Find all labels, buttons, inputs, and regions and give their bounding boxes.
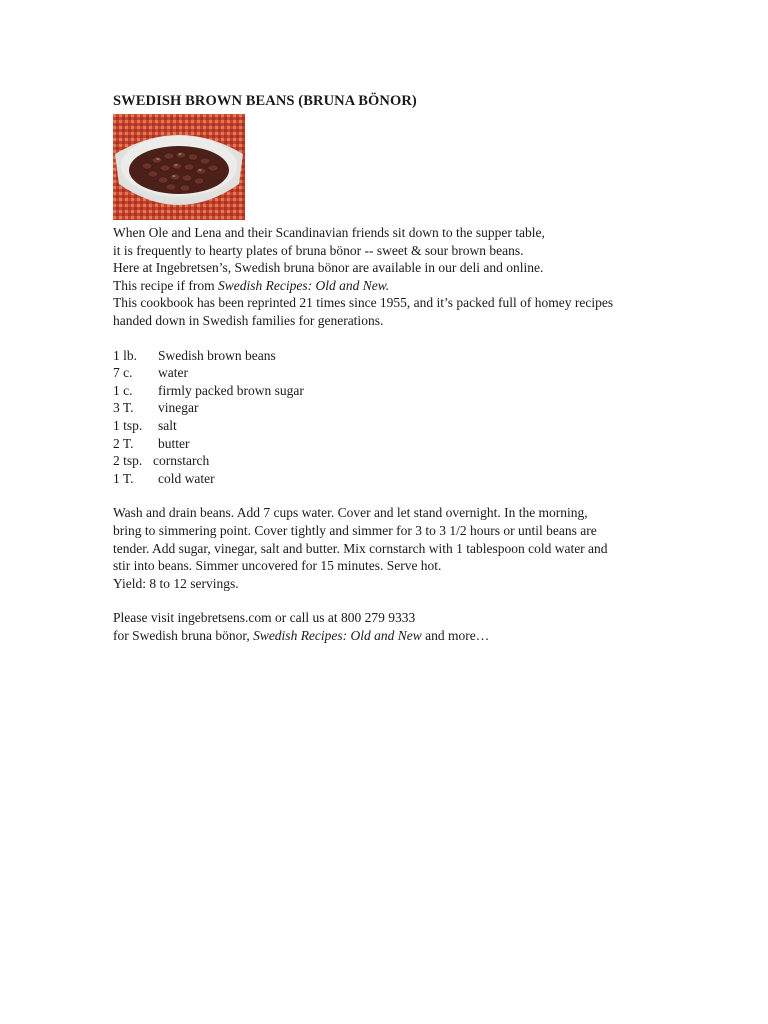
ingredient-qty: 3 T.	[113, 400, 134, 416]
ingredient-row	[113, 347, 673, 365]
ingredient-qty: 2 T.	[113, 435, 134, 451]
contact-prefix: for Swedish bruna bönor,	[113, 627, 254, 643]
ingredient-item: water	[158, 365, 188, 381]
ingredient-item: firmly packed brown sugar	[158, 382, 304, 398]
ingredient-row	[113, 452, 673, 470]
contact-line: Please visit ingebretsens.com or call us at 800 279 9333	[113, 610, 416, 626]
yield-line: Yield: 8 to 12 servings.	[113, 575, 239, 591]
ingredient-qty: 1 tsp.	[113, 417, 143, 433]
contact-line	[113, 627, 673, 645]
ingredient-item: Swedish brown beans	[158, 347, 276, 363]
cookbook-line: handed down in Swedish families for generations.	[113, 312, 384, 328]
ingredient-row	[113, 417, 673, 435]
ingredient-row	[113, 399, 673, 417]
contact-info	[113, 609, 673, 644]
contact-book-title: Swedish Recipes: Old and New	[253, 627, 422, 643]
ingredient-item: butter	[158, 435, 190, 451]
ingredient-qty: 1 T.	[113, 470, 134, 486]
ingredient-row	[113, 470, 673, 488]
ingredient-qty: 2 tsp.	[113, 453, 143, 469]
directions	[113, 504, 673, 592]
intro-line: it is frequently to hearty plates of bruna bönor -- sweet & sour brown beans.	[113, 242, 524, 258]
ingredient-item: salt	[158, 417, 177, 433]
source-book-title: Swedish Recipes: Old and New.	[217, 277, 390, 293]
directions-line: bring to simmering point. Cover tightly and simmer for 3 to 3 1/2 hours or until beans are	[113, 522, 597, 538]
ingredient-item: cornstarch	[153, 453, 210, 469]
ingredient-qty: 7 c.	[113, 365, 133, 381]
contact-suffix: and more…	[421, 627, 490, 643]
bowl-of-beans-photo	[113, 114, 245, 220]
ingredient-row	[113, 364, 673, 382]
ingredient-row	[113, 382, 673, 400]
recipe-document	[113, 92, 673, 644]
ingredients-list	[113, 347, 673, 488]
directions-line: stir into beans. Simmer uncovered for 15 minutes. Serve hot.	[113, 558, 442, 574]
directions-line: tender. Add sugar, vinegar, salt and butter. Mix cornstarch with 1 tablespoon cold water and	[113, 540, 608, 556]
recipe-title: SWEDISH BROWN BEANS (BRUNA BÖNOR)	[113, 93, 417, 109]
ingredient-item: cold water	[158, 470, 215, 486]
source-line	[113, 277, 673, 295]
ingredient-item: vinegar	[158, 400, 199, 416]
intro-line: Here at Ingebretsen’s, Swedish bruna bönor are available in our deli and online.	[113, 260, 544, 276]
ingredient-row	[113, 435, 673, 453]
ingredient-qty: 1 lb.	[113, 347, 138, 363]
ingredient-qty: 1 c.	[113, 382, 133, 398]
directions-line: Wash and drain beans. Add 7 cups water. Cover and let stand overnight. In the morning,	[113, 505, 588, 521]
intro-line: When Ole and Lena and their Scandinavian friends sit down to the supper table,	[113, 225, 545, 240]
source-prefix: This recipe if from	[113, 277, 218, 293]
cookbook-line: This cookbook has been reprinted 21 times since 1955, and it’s packed full of homey recipes	[113, 295, 614, 311]
